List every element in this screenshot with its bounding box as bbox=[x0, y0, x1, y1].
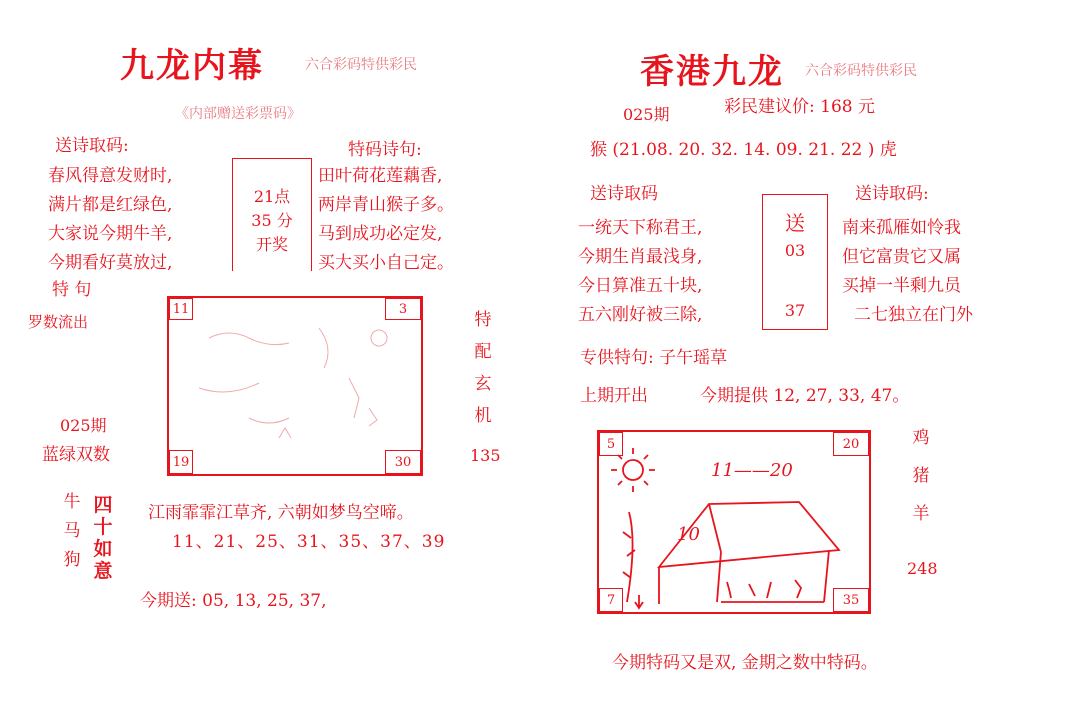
right-picture-box bbox=[597, 430, 871, 614]
right-footer: 今期特码又是双, 金期之数中特码。 bbox=[612, 653, 878, 673]
poem-line: 今期看好莫放过, bbox=[48, 253, 173, 273]
animal: 鸡 bbox=[912, 428, 930, 448]
poem-line: 田叶荷花莲藕香, bbox=[318, 166, 443, 186]
right-poem-a-heading: 送诗取码 bbox=[590, 184, 658, 204]
poem-line: 春风得意发财时, bbox=[48, 166, 173, 186]
right-price: 彩民建议价: 168 元 bbox=[724, 97, 875, 117]
animal: 马 bbox=[63, 521, 81, 541]
left-poem-special-heading: 特码诗句: bbox=[348, 140, 422, 160]
right-monkey-row: 猴 (21.08. 20. 32. 14. 09. 21. 22 ) 虎 bbox=[590, 140, 897, 160]
sketch-number: 10 bbox=[677, 524, 700, 545]
phrase-char: 如 bbox=[93, 538, 113, 560]
poem-line: 二七独立在门外 bbox=[854, 305, 973, 325]
left-big-phrase bbox=[90, 490, 116, 582]
poem-line: 两岸青山猴子多。 bbox=[318, 195, 454, 215]
poem-line: 马到成功必定发, bbox=[318, 224, 443, 244]
side-char: 机 bbox=[474, 406, 492, 426]
phrase-char: 十 bbox=[93, 516, 113, 538]
time-line: 开奖 bbox=[255, 235, 288, 254]
left-animals bbox=[58, 494, 86, 581]
left-send-numbers: 今期送: 05, 13, 25, 37, bbox=[140, 591, 327, 611]
right-title: 香港九龙 bbox=[640, 52, 784, 92]
left-title: 九龙内幕 bbox=[120, 46, 264, 86]
time-line: 35 分 bbox=[251, 211, 293, 230]
left-poem-line: 江雨霏霏江草齐, 六朝如梦鸟空啼。 bbox=[148, 503, 414, 523]
send-char: 送 bbox=[785, 211, 805, 235]
poem-line: 南来孤雁如怜我 bbox=[842, 218, 961, 238]
send-number: 37 bbox=[784, 301, 806, 320]
animal: 牛 bbox=[63, 492, 81, 512]
poem-line: 今日算准五十块, bbox=[578, 276, 703, 296]
left-side-number: 135 bbox=[470, 446, 501, 465]
poem-line: 买掉一半剩九员 bbox=[842, 276, 961, 296]
right-issue: 025期 bbox=[623, 105, 670, 124]
poem-line: 今期生肖最浅身, bbox=[578, 247, 703, 267]
poem-line: 买大买小自己定。 bbox=[318, 253, 454, 273]
corner-number: 20 bbox=[833, 432, 869, 456]
right-poem-a-lines bbox=[578, 214, 702, 330]
corner-number: 5 bbox=[599, 432, 623, 456]
left-picture-box bbox=[167, 296, 423, 476]
corner-number: 11 bbox=[169, 298, 193, 320]
left-issue: 025期 bbox=[60, 416, 107, 435]
right-poem-b-lines bbox=[842, 214, 973, 330]
poem-line: 大家说今期牛羊, bbox=[48, 224, 173, 244]
side-char: 特 bbox=[474, 310, 492, 330]
house-sketch bbox=[599, 432, 869, 612]
left-poem-send-heading: 送诗取码: bbox=[55, 136, 129, 156]
right-send-box bbox=[762, 194, 828, 330]
sketch-range: 11——20 bbox=[711, 460, 793, 481]
animal: 羊 bbox=[912, 504, 930, 524]
left-poem-numbers: 11、21、25、31、35、37、39 bbox=[172, 532, 446, 552]
time-line: 21点 bbox=[253, 187, 291, 206]
left-issue-desc: 蓝绿双数 bbox=[42, 445, 110, 465]
faint-sketch bbox=[169, 298, 421, 474]
left-time-box bbox=[232, 158, 312, 271]
right-side-animals bbox=[906, 430, 936, 544]
left-special-label: 特 句 bbox=[52, 280, 92, 300]
poem-line: 一统天下称君王, bbox=[578, 218, 703, 238]
corner-number: 3 bbox=[385, 298, 421, 320]
corner-number: 19 bbox=[169, 450, 193, 474]
right-side-number: 248 bbox=[907, 559, 938, 578]
corner-number: 35 bbox=[833, 588, 869, 612]
animal: 狗 bbox=[63, 550, 81, 570]
right-special-phrase: 专供特句: 子午瑶草 bbox=[580, 348, 728, 368]
poem-line: 满片都是红绿色, bbox=[48, 195, 173, 215]
corner-number: 30 bbox=[385, 450, 421, 474]
side-char: 玄 bbox=[474, 374, 492, 394]
left-special-note: 罗数流出 bbox=[28, 313, 89, 331]
left-title-note: 六合彩码特供彩民 bbox=[305, 57, 417, 73]
right-last-open: 上期开出 bbox=[580, 386, 648, 406]
phrase-char: 意 bbox=[93, 560, 113, 582]
send-number: 03 bbox=[784, 241, 806, 260]
right-poem-b-heading: 送诗取码: bbox=[855, 184, 929, 204]
animal: 猪 bbox=[912, 466, 930, 486]
right-title-note: 六合彩码特供彩民 bbox=[805, 63, 917, 79]
left-poem-special-lines bbox=[318, 162, 454, 278]
poem-line: 但它富贵它又属 bbox=[842, 247, 961, 267]
right-provide: 今期提供 12, 27, 33, 47。 bbox=[700, 386, 910, 406]
phrase-char: 四 bbox=[93, 494, 113, 516]
left-side-chars bbox=[468, 312, 498, 440]
side-char: 配 bbox=[474, 342, 492, 362]
left-poem-send-lines bbox=[48, 162, 172, 278]
corner-number: 7 bbox=[599, 588, 623, 612]
poem-line: 五六刚好被三除, bbox=[578, 305, 703, 325]
left-subtitle: 《内部赠送彩票码》 bbox=[175, 106, 301, 122]
